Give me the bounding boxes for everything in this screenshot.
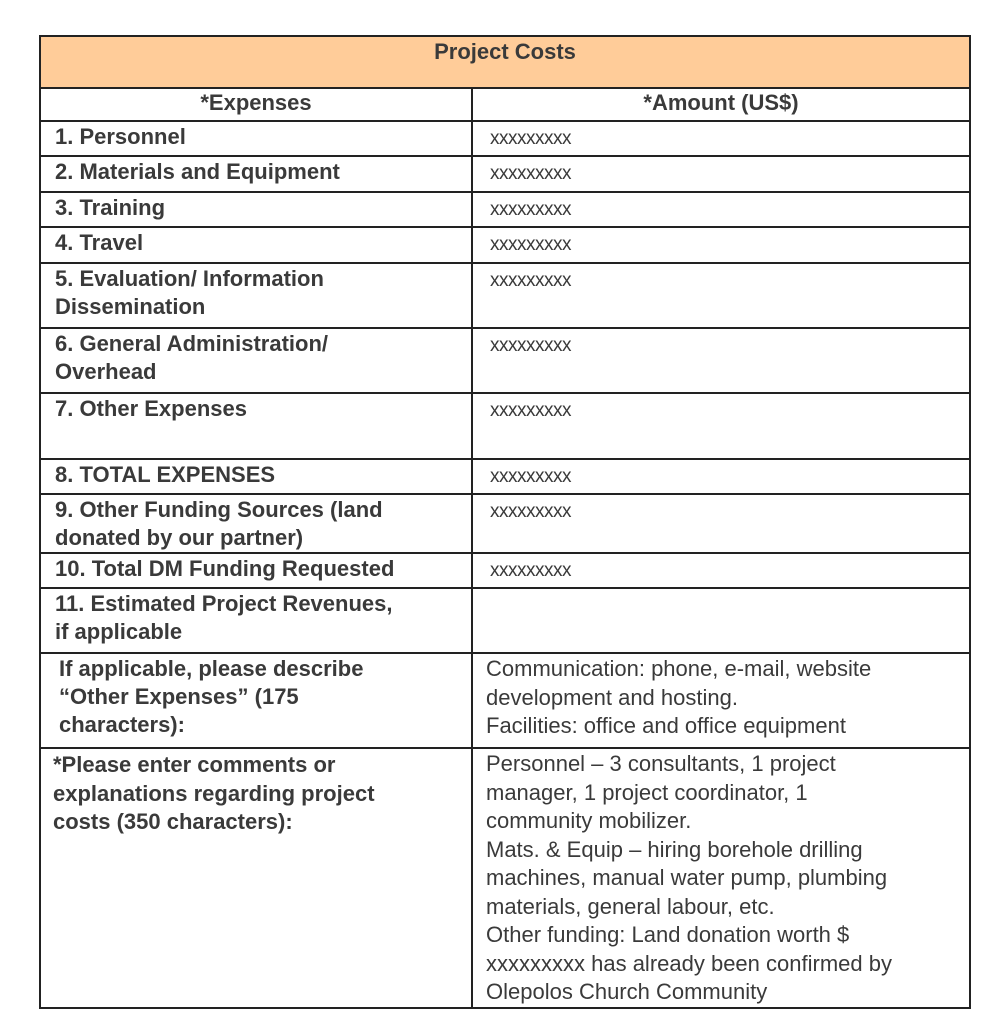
amount-value: xxxxxxxxx xyxy=(472,494,970,553)
table-row xyxy=(40,121,970,156)
comments-label: *Please enter comments or explanations regarding project costs (350 characters): xyxy=(40,748,472,1008)
table-row xyxy=(40,192,970,227)
table-row xyxy=(40,553,970,588)
expenses-column-header: *Expenses xyxy=(40,88,472,121)
comments-row xyxy=(40,748,970,1008)
amount-value: xxxxxxxxx xyxy=(472,192,970,227)
amount-value: xxxxxxxxx xyxy=(472,459,970,494)
other-expenses-label: If applicable, please describe “Other Expenses” (175 characters): xyxy=(40,653,472,748)
amount-column-header: *Amount (US$) xyxy=(472,88,970,121)
other-expenses-description: Communication: phone, e-mail, website development and hosting. Facilities: office and office equipment xyxy=(472,653,970,748)
title-row xyxy=(40,36,970,88)
amount-value: xxxxxxxxx xyxy=(472,553,970,588)
amount-value: xxxxxxxxx xyxy=(472,227,970,263)
expense-label: 6. General Administration/ Overhead xyxy=(40,328,472,393)
amount-value: xxxxxxxxx xyxy=(472,263,970,328)
expense-label: 9. Other Funding Sources (land donated by our partner) xyxy=(40,494,472,553)
other-expenses-row xyxy=(40,653,970,748)
expense-label: 11. Estimated Project Revenues, if applicable xyxy=(40,588,472,653)
table-row xyxy=(40,459,970,494)
table-row xyxy=(40,393,970,459)
amount-value: xxxxxxxxx xyxy=(472,156,970,192)
table-row xyxy=(40,588,970,653)
expense-label: 3. Training xyxy=(40,192,472,227)
comments-text: Personnel – 3 consultants, 1 project manager, 1 project coordinator, 1 community mobilizer. Mats. & Equip – hiring borehole drilling machines, manual water pump, plumbing materials, general labour, etc. Other funding: Land donation worth $ xxxxxxxxx has already been confirmed by Olepolos Church Community xyxy=(472,748,970,1008)
expense-label: 5. Evaluation/ Information Dissemination xyxy=(40,263,472,328)
column-header-row xyxy=(40,88,970,121)
table-row xyxy=(40,494,970,553)
expense-label: 7. Other Expenses xyxy=(40,393,472,459)
amount-value: xxxxxxxxx xyxy=(472,121,970,156)
table-title: Project Costs xyxy=(40,36,970,88)
expense-label: 4. Travel xyxy=(40,227,472,263)
amount-value: xxxxxxxxx xyxy=(472,393,970,459)
table-row xyxy=(40,328,970,393)
project-costs-table xyxy=(39,35,971,1009)
table-row xyxy=(40,263,970,328)
amount-value xyxy=(472,588,970,653)
table-row xyxy=(40,227,970,263)
amount-value: xxxxxxxxx xyxy=(472,328,970,393)
table-row xyxy=(40,156,970,192)
expense-label: 10. Total DM Funding Requested xyxy=(40,553,472,588)
expense-label: 8. TOTAL EXPENSES xyxy=(40,459,472,494)
expense-label: 2. Materials and Equipment xyxy=(40,156,472,192)
expense-label: 1. Personnel xyxy=(40,121,472,156)
